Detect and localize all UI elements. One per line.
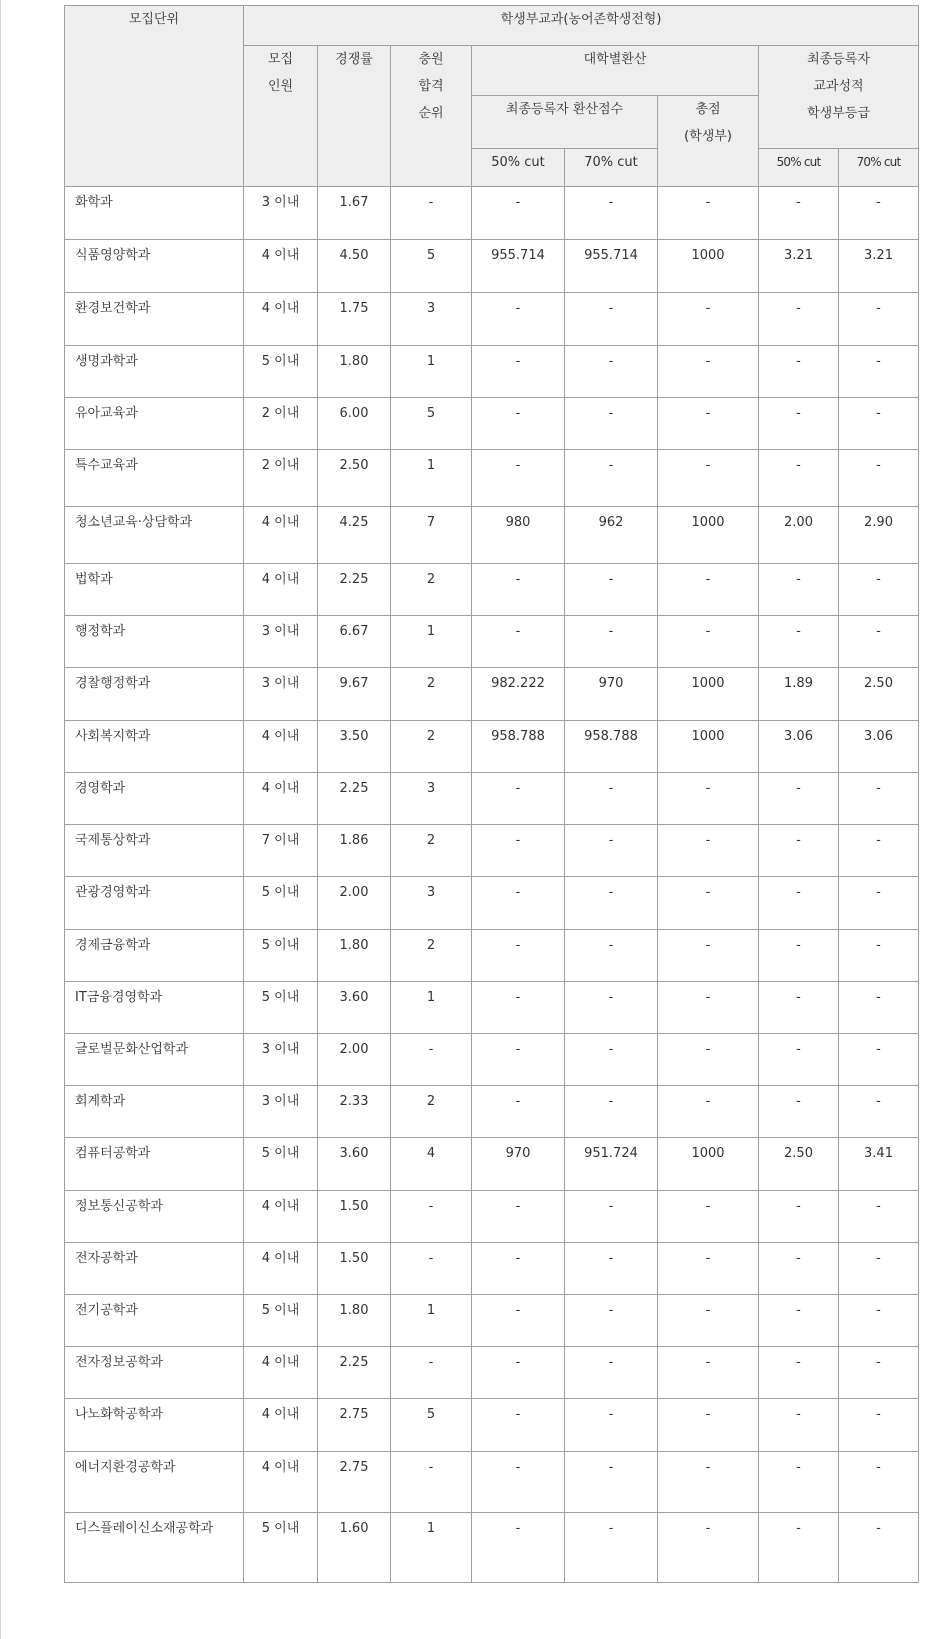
table-row bbox=[65, 1452, 919, 1513]
cell-total: - bbox=[658, 825, 759, 877]
cell-competition: 1.67 bbox=[318, 187, 391, 240]
cell-waitlist-rank: 1 bbox=[391, 1295, 472, 1347]
cell-grade-cut70: - bbox=[839, 773, 919, 825]
table-row bbox=[65, 1034, 919, 1086]
cell-grade-cut50: 3.06 bbox=[759, 721, 839, 773]
table-body bbox=[65, 187, 919, 1583]
cell-grade-cut50: - bbox=[759, 982, 839, 1034]
cell-competition: 1.50 bbox=[318, 1243, 391, 1295]
cell-score-cut50: - bbox=[472, 930, 565, 982]
cell-competition: 2.25 bbox=[318, 773, 391, 825]
cell-score-cut50: 980 bbox=[472, 507, 565, 564]
cell-grade-cut70: - bbox=[839, 346, 919, 398]
cell-grade-cut70: - bbox=[839, 1034, 919, 1086]
table-row bbox=[65, 877, 919, 930]
cell-score-cut70: - bbox=[565, 1295, 658, 1347]
cell-grade-cut70: - bbox=[839, 1191, 919, 1243]
cell-capacity: 2 이내 bbox=[244, 450, 318, 507]
table-row bbox=[65, 450, 919, 507]
cell-grade-cut50: - bbox=[759, 1034, 839, 1086]
cell-competition: 1.80 bbox=[318, 1295, 391, 1347]
cell-score-cut70: - bbox=[565, 1191, 658, 1243]
cell-competition: 2.33 bbox=[318, 1086, 391, 1138]
cell-waitlist-rank: - bbox=[391, 1243, 472, 1295]
table-row bbox=[65, 187, 919, 240]
cell-grade-cut50: 2.50 bbox=[759, 1138, 839, 1191]
cell-score-cut50: - bbox=[472, 450, 565, 507]
cell-grade-cut70: - bbox=[839, 564, 919, 616]
cell-waitlist-rank: 1 bbox=[391, 450, 472, 507]
cell-score-cut50: - bbox=[472, 1347, 565, 1399]
page-left-border bbox=[0, 0, 1, 1639]
cell-score-cut70: - bbox=[565, 1347, 658, 1399]
cell-dept: 국제통상학과 bbox=[65, 825, 244, 877]
cell-score-cut70: - bbox=[565, 1452, 658, 1513]
cell-grade-cut50: - bbox=[759, 877, 839, 930]
cell-waitlist-rank: 4 bbox=[391, 1138, 472, 1191]
table-row bbox=[65, 982, 919, 1034]
cell-competition: 6.67 bbox=[318, 616, 391, 668]
cell-grade-cut50: - bbox=[759, 450, 839, 507]
cell-competition: 2.00 bbox=[318, 877, 391, 930]
cell-total: 1000 bbox=[658, 507, 759, 564]
cell-grade-cut50: - bbox=[759, 1086, 839, 1138]
cell-score-cut50: - bbox=[472, 825, 565, 877]
header-final-conv-score: 최종등록자 환산점수 bbox=[472, 96, 658, 149]
cell-grade-cut50: 1.89 bbox=[759, 668, 839, 721]
cell-grade-cut50: - bbox=[759, 187, 839, 240]
table-row bbox=[65, 507, 919, 564]
cell-dept: 에너지환경공학과 bbox=[65, 1452, 244, 1513]
cell-grade-cut50: - bbox=[759, 930, 839, 982]
cell-score-cut70: - bbox=[565, 1243, 658, 1295]
cell-score-cut70: - bbox=[565, 450, 658, 507]
table-row bbox=[65, 293, 919, 346]
cell-score-cut50: - bbox=[472, 1452, 565, 1513]
cell-total: - bbox=[658, 1399, 759, 1452]
header-grade-cut70: 70% cut bbox=[839, 149, 919, 187]
cell-competition: 3.50 bbox=[318, 721, 391, 773]
header-competition: 경쟁률 bbox=[318, 46, 391, 187]
cell-capacity: 4 이내 bbox=[244, 1243, 318, 1295]
cell-total: - bbox=[658, 1086, 759, 1138]
table-row bbox=[65, 1347, 919, 1399]
cell-grade-cut70: - bbox=[839, 1086, 919, 1138]
cell-capacity: 5 이내 bbox=[244, 346, 318, 398]
cell-total: - bbox=[658, 616, 759, 668]
cell-score-cut50: - bbox=[472, 564, 565, 616]
cell-grade-cut50: - bbox=[759, 293, 839, 346]
cell-capacity: 4 이내 bbox=[244, 773, 318, 825]
cell-waitlist-rank: - bbox=[391, 1191, 472, 1243]
cell-grade-cut70: - bbox=[839, 293, 919, 346]
cell-score-cut50: - bbox=[472, 616, 565, 668]
cell-score-cut50: - bbox=[472, 398, 565, 450]
cell-score-cut50: 982.222 bbox=[472, 668, 565, 721]
cell-competition: 4.50 bbox=[318, 240, 391, 293]
cell-grade-cut70: - bbox=[839, 1243, 919, 1295]
header-capacity: 모집 인원 bbox=[244, 46, 318, 187]
table-row bbox=[65, 1086, 919, 1138]
cell-competition: 6.00 bbox=[318, 398, 391, 450]
cell-waitlist-rank: 1 bbox=[391, 1513, 472, 1583]
cell-capacity: 3 이내 bbox=[244, 616, 318, 668]
cell-score-cut50: - bbox=[472, 1399, 565, 1452]
cell-score-cut70: - bbox=[565, 346, 658, 398]
cell-waitlist-rank: 7 bbox=[391, 507, 472, 564]
cell-capacity: 4 이내 bbox=[244, 1452, 318, 1513]
cell-total: - bbox=[658, 773, 759, 825]
cell-total: - bbox=[658, 877, 759, 930]
cell-score-cut70: - bbox=[565, 930, 658, 982]
cell-dept: 전자정보공학과 bbox=[65, 1347, 244, 1399]
cell-grade-cut50: - bbox=[759, 1452, 839, 1513]
cell-grade-cut50: - bbox=[759, 1513, 839, 1583]
table-row bbox=[65, 1295, 919, 1347]
cell-capacity: 5 이내 bbox=[244, 930, 318, 982]
cell-capacity: 3 이내 bbox=[244, 1086, 318, 1138]
cell-dept: 유아교육과 bbox=[65, 398, 244, 450]
table-row bbox=[65, 825, 919, 877]
cell-dept: IT금융경영학과 bbox=[65, 982, 244, 1034]
cell-score-cut50: - bbox=[472, 1034, 565, 1086]
cell-score-cut50: - bbox=[472, 187, 565, 240]
cell-score-cut50: - bbox=[472, 1513, 565, 1583]
cell-waitlist-rank: - bbox=[391, 1347, 472, 1399]
table-row bbox=[65, 721, 919, 773]
cell-grade-cut50: - bbox=[759, 1399, 839, 1452]
cell-grade-cut70: 2.50 bbox=[839, 668, 919, 721]
cell-waitlist-rank: 3 bbox=[391, 773, 472, 825]
cell-capacity: 3 이내 bbox=[244, 187, 318, 240]
cell-total: - bbox=[658, 450, 759, 507]
cell-score-cut70: - bbox=[565, 825, 658, 877]
cell-score-cut70: - bbox=[565, 877, 658, 930]
cell-dept: 글로벌문화산업학과 bbox=[65, 1034, 244, 1086]
table-row bbox=[65, 564, 919, 616]
cell-score-cut70: - bbox=[565, 773, 658, 825]
cell-waitlist-rank: - bbox=[391, 1034, 472, 1086]
cell-waitlist-rank: 1 bbox=[391, 346, 472, 398]
header-unit: 모집단위 bbox=[65, 6, 244, 187]
cell-competition: 2.25 bbox=[318, 564, 391, 616]
cell-grade-cut50: - bbox=[759, 564, 839, 616]
cell-grade-cut70: - bbox=[839, 877, 919, 930]
cell-capacity: 4 이내 bbox=[244, 721, 318, 773]
cell-grade-cut70: - bbox=[839, 1513, 919, 1583]
cell-score-cut70: - bbox=[565, 1399, 658, 1452]
cell-dept: 회계학과 bbox=[65, 1086, 244, 1138]
cell-grade-cut70: - bbox=[839, 187, 919, 240]
table-row bbox=[65, 668, 919, 721]
table-header bbox=[65, 6, 919, 187]
cell-dept: 전자공학과 bbox=[65, 1243, 244, 1295]
cell-dept: 식품영양학과 bbox=[65, 240, 244, 293]
cell-total: - bbox=[658, 1347, 759, 1399]
cell-competition: 2.75 bbox=[318, 1399, 391, 1452]
cell-capacity: 5 이내 bbox=[244, 1138, 318, 1191]
cell-dept: 경영학과 bbox=[65, 773, 244, 825]
cell-score-cut70: 962 bbox=[565, 507, 658, 564]
cell-grade-cut50: - bbox=[759, 1347, 839, 1399]
cell-competition: 9.67 bbox=[318, 668, 391, 721]
cell-waitlist-rank: 2 bbox=[391, 1086, 472, 1138]
cell-grade-cut50: 3.21 bbox=[759, 240, 839, 293]
cell-waitlist-rank: 1 bbox=[391, 982, 472, 1034]
admission-results-table bbox=[64, 5, 919, 1583]
cell-competition: 1.75 bbox=[318, 293, 391, 346]
cell-capacity: 4 이내 bbox=[244, 240, 318, 293]
cell-dept: 행정학과 bbox=[65, 616, 244, 668]
cell-total: - bbox=[658, 1295, 759, 1347]
cell-dept: 환경보건학과 bbox=[65, 293, 244, 346]
cell-score-cut50: 970 bbox=[472, 1138, 565, 1191]
cell-score-cut50: - bbox=[472, 773, 565, 825]
table-row bbox=[65, 346, 919, 398]
cell-score-cut70: 955.714 bbox=[565, 240, 658, 293]
cell-competition: 1.80 bbox=[318, 930, 391, 982]
cell-grade-cut70: - bbox=[839, 1452, 919, 1513]
cell-dept: 디스플레이신소재공학과 bbox=[65, 1513, 244, 1583]
table-row bbox=[65, 1243, 919, 1295]
cell-competition: 4.25 bbox=[318, 507, 391, 564]
cell-score-cut50: 955.714 bbox=[472, 240, 565, 293]
header-final-grade: 최종등록자 교과성적 학생부등급 bbox=[759, 46, 919, 149]
cell-grade-cut70: 2.90 bbox=[839, 507, 919, 564]
header-track: 학생부교과(농어존학생전형) bbox=[244, 6, 919, 46]
cell-waitlist-rank: 2 bbox=[391, 668, 472, 721]
cell-grade-cut50: - bbox=[759, 616, 839, 668]
cell-score-cut70: 970 bbox=[565, 668, 658, 721]
table-row bbox=[65, 1138, 919, 1191]
cell-score-cut70: - bbox=[565, 1513, 658, 1583]
cell-score-cut50: - bbox=[472, 1295, 565, 1347]
cell-capacity: 5 이내 bbox=[244, 1295, 318, 1347]
cell-dept: 특수교육과 bbox=[65, 450, 244, 507]
cell-grade-cut50: 2.00 bbox=[759, 507, 839, 564]
cell-waitlist-rank: - bbox=[391, 187, 472, 240]
cell-waitlist-rank: 5 bbox=[391, 398, 472, 450]
cell-waitlist-rank: - bbox=[391, 1452, 472, 1513]
cell-waitlist-rank: 3 bbox=[391, 877, 472, 930]
cell-grade-cut70: - bbox=[839, 825, 919, 877]
cell-score-cut50: - bbox=[472, 346, 565, 398]
cell-total: - bbox=[658, 1513, 759, 1583]
cell-grade-cut70: 3.41 bbox=[839, 1138, 919, 1191]
cell-competition: 1.80 bbox=[318, 346, 391, 398]
cell-capacity: 5 이내 bbox=[244, 1513, 318, 1583]
table-row bbox=[65, 1513, 919, 1583]
cell-capacity: 4 이내 bbox=[244, 1347, 318, 1399]
header-score-cut70: 70% cut bbox=[565, 149, 658, 187]
cell-score-cut70: - bbox=[565, 398, 658, 450]
table-row bbox=[65, 1191, 919, 1243]
header-score-cut50: 50% cut bbox=[472, 149, 565, 187]
cell-total: - bbox=[658, 293, 759, 346]
table-row bbox=[65, 930, 919, 982]
cell-score-cut70: 951.724 bbox=[565, 1138, 658, 1191]
cell-competition: 3.60 bbox=[318, 1138, 391, 1191]
cell-capacity: 4 이내 bbox=[244, 507, 318, 564]
cell-dept: 정보통신공학과 bbox=[65, 1191, 244, 1243]
cell-capacity: 4 이내 bbox=[244, 293, 318, 346]
table-row bbox=[65, 1399, 919, 1452]
table-row bbox=[65, 773, 919, 825]
cell-score-cut50: - bbox=[472, 1086, 565, 1138]
cell-waitlist-rank: 5 bbox=[391, 240, 472, 293]
cell-capacity: 7 이내 bbox=[244, 825, 318, 877]
cell-dept: 화학과 bbox=[65, 187, 244, 240]
cell-grade-cut50: - bbox=[759, 773, 839, 825]
cell-waitlist-rank: 2 bbox=[391, 564, 472, 616]
cell-capacity: 3 이내 bbox=[244, 668, 318, 721]
cell-grade-cut50: - bbox=[759, 1243, 839, 1295]
cell-capacity: 4 이내 bbox=[244, 564, 318, 616]
cell-grade-cut70: - bbox=[839, 398, 919, 450]
header-waitlist-rank: 충원 합격 순위 bbox=[391, 46, 472, 187]
cell-waitlist-rank: 5 bbox=[391, 1399, 472, 1452]
cell-grade-cut70: - bbox=[839, 930, 919, 982]
header-conversion: 대학별환산 bbox=[472, 46, 759, 96]
cell-dept: 전기공학과 bbox=[65, 1295, 244, 1347]
cell-dept: 나노화학공학과 bbox=[65, 1399, 244, 1452]
cell-waitlist-rank: 2 bbox=[391, 721, 472, 773]
cell-waitlist-rank: 1 bbox=[391, 616, 472, 668]
cell-waitlist-rank: 3 bbox=[391, 293, 472, 346]
cell-total: - bbox=[658, 1034, 759, 1086]
cell-score-cut50: - bbox=[472, 1243, 565, 1295]
cell-grade-cut70: - bbox=[839, 616, 919, 668]
cell-total: - bbox=[658, 1243, 759, 1295]
cell-score-cut50: - bbox=[472, 982, 565, 1034]
cell-score-cut70: - bbox=[565, 187, 658, 240]
cell-score-cut70: - bbox=[565, 616, 658, 668]
cell-dept: 경제금융학과 bbox=[65, 930, 244, 982]
cell-total: - bbox=[658, 398, 759, 450]
cell-competition: 3.60 bbox=[318, 982, 391, 1034]
cell-dept: 사회복지학과 bbox=[65, 721, 244, 773]
cell-dept: 컴퓨터공학과 bbox=[65, 1138, 244, 1191]
cell-dept: 법학과 bbox=[65, 564, 244, 616]
cell-total: - bbox=[658, 982, 759, 1034]
cell-total: - bbox=[658, 346, 759, 398]
table-row bbox=[65, 240, 919, 293]
cell-total: 1000 bbox=[658, 721, 759, 773]
header-total-score: 총점 (학생부) bbox=[658, 96, 759, 187]
cell-grade-cut50: - bbox=[759, 346, 839, 398]
cell-score-cut50: - bbox=[472, 1191, 565, 1243]
cell-total: 1000 bbox=[658, 668, 759, 721]
cell-score-cut70: - bbox=[565, 1086, 658, 1138]
cell-dept: 경찰행정학과 bbox=[65, 668, 244, 721]
cell-score-cut70: - bbox=[565, 564, 658, 616]
table-row bbox=[65, 398, 919, 450]
cell-score-cut70: 958.788 bbox=[565, 721, 658, 773]
cell-competition: 2.25 bbox=[318, 1347, 391, 1399]
cell-grade-cut50: - bbox=[759, 825, 839, 877]
cell-competition: 2.50 bbox=[318, 450, 391, 507]
cell-capacity: 2 이내 bbox=[244, 398, 318, 450]
cell-grade-cut50: - bbox=[759, 398, 839, 450]
header-grade-cut50: 50% cut bbox=[759, 149, 839, 187]
cell-grade-cut70: - bbox=[839, 1295, 919, 1347]
cell-score-cut50: - bbox=[472, 293, 565, 346]
cell-capacity: 4 이내 bbox=[244, 1399, 318, 1452]
cell-score-cut70: - bbox=[565, 1034, 658, 1086]
cell-dept: 생명과학과 bbox=[65, 346, 244, 398]
cell-total: - bbox=[658, 187, 759, 240]
cell-total: - bbox=[658, 1452, 759, 1513]
cell-competition: 1.50 bbox=[318, 1191, 391, 1243]
cell-dept: 청소년교육·상담학과 bbox=[65, 507, 244, 564]
cell-score-cut50: - bbox=[472, 877, 565, 930]
cell-total: 1000 bbox=[658, 1138, 759, 1191]
cell-competition: 1.86 bbox=[318, 825, 391, 877]
cell-capacity: 4 이내 bbox=[244, 1191, 318, 1243]
cell-total: - bbox=[658, 1191, 759, 1243]
cell-grade-cut70: - bbox=[839, 1347, 919, 1399]
cell-competition: 1.60 bbox=[318, 1513, 391, 1583]
cell-dept: 관광경영학과 bbox=[65, 877, 244, 930]
cell-score-cut70: - bbox=[565, 293, 658, 346]
cell-grade-cut70: - bbox=[839, 450, 919, 507]
cell-total: 1000 bbox=[658, 240, 759, 293]
cell-waitlist-rank: 2 bbox=[391, 930, 472, 982]
cell-score-cut50: 958.788 bbox=[472, 721, 565, 773]
cell-grade-cut50: - bbox=[759, 1191, 839, 1243]
cell-score-cut70: - bbox=[565, 982, 658, 1034]
cell-grade-cut50: - bbox=[759, 1295, 839, 1347]
cell-capacity: 5 이내 bbox=[244, 982, 318, 1034]
cell-capacity: 5 이내 bbox=[244, 877, 318, 930]
cell-capacity: 3 이내 bbox=[244, 1034, 318, 1086]
cell-grade-cut70: 3.21 bbox=[839, 240, 919, 293]
cell-waitlist-rank: 2 bbox=[391, 825, 472, 877]
cell-competition: 2.75 bbox=[318, 1452, 391, 1513]
cell-total: - bbox=[658, 564, 759, 616]
cell-competition: 2.00 bbox=[318, 1034, 391, 1086]
cell-total: - bbox=[658, 930, 759, 982]
cell-grade-cut70: - bbox=[839, 982, 919, 1034]
table-row bbox=[65, 616, 919, 668]
cell-grade-cut70: - bbox=[839, 1399, 919, 1452]
cell-grade-cut70: 3.06 bbox=[839, 721, 919, 773]
